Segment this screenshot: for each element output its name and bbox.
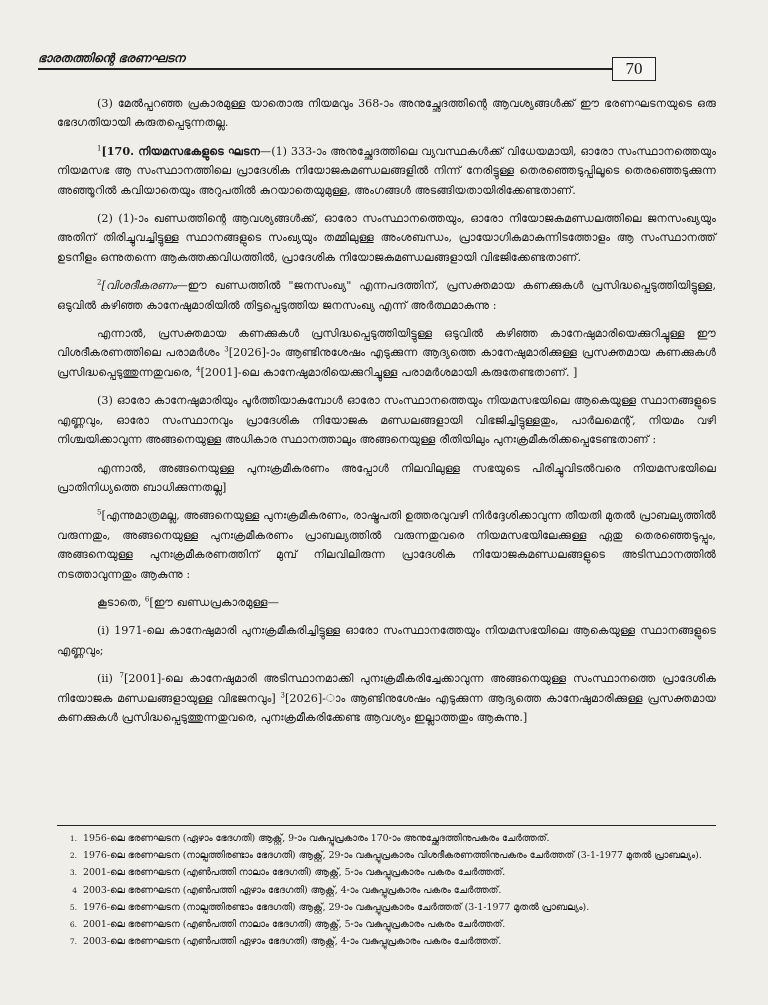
footnotes	[57, 825, 716, 950]
paragraph-clause-3-census: (3) ഓരോ കാനേഷുമാരിയും പൂർത്തിയാകുമ്പോൾ ഓരോ സംസ്ഥാനത്തെയും നിയമസഭയിലെ ആകെയുള്ള സ്ഥാനങ്ങളുടെ എണ്ണവും, ഓരോ സംസ്ഥാനവും പ്രാദേശിക നിയോജക മണ്ഡലങ്ങളായി വിഭജിച്ചിട്ടുള്ളതും, പാർലമെന്റ്, നിയമം വഴി നിശ്ചയിക്കാവുന്ന അങ്ങനെയുള്ള അധികാര സ്ഥാനത്താലും അങ്ങനെയുള്ള രീതിയിലും പുനഃക്രമീകരിക്കപ്പെടേണ്ടതാണ് :	[57, 394, 716, 447]
article-text: —(1) 333-ാം അനുച്ഛേദത്തിലെ വ്യവസ്ഥകൾക്ക് വിധേയമായി, ഓരോ സംസ്ഥാനത്തെയും നിയമസഭ ആ സംസ്ഥാനത്തിലെ പ്രാദേശിക നിയോജകമണ്ഡലങ്ങളിൽ നിന്ന് നേരിട്ടുള്ള തെരഞ്ഞെടുപ്പിലൂടെ തെരഞ്ഞെടുക്കുന്ന അഞ്ഞൂറിൽ കവിയാതെയും അറുപതിൽ കുറയാതെയുമുള്ള, അംഗങ്ങൾ അടങ്ങിയതായിരിക്കേണ്ടതാണ്.	[57, 144, 717, 197]
footnote	[57, 933, 716, 950]
list-item-i: (i) 1971-ലെ കാനേഷുമാരി പുനഃക്രമീകരിച്ചിട്ടുള്ള ഓരോ സംസ്ഥാനത്തേയും നിയമസഭയിലെ ആകെയുള്ള സ്ഥാനങ്ങളുടെ എണ്ണവും;	[57, 624, 716, 657]
paragraph-also	[57, 593, 716, 612]
footnote-ref: 3	[224, 345, 229, 354]
list-item-ii	[57, 669, 716, 727]
paragraph-clause-3: (3) മേൽപ്പറഞ്ഞ പ്രകാരമുള്ള യാതൊരു നിയമവും 368-ാം അനുച്ഛേദത്തിന്റെ ആവശ്യങ്ങൾക്ക് ഈ ഭരണഘടനയുടെ ഒരു ഭേദഗതിയായി കരുതപ്പെടുന്നതല്ല.	[57, 97, 716, 130]
paragraph-clause-2: (2) (1)-ാം ഖണ്ഡത്തിന്റെ ആവശ്യങ്ങൾക്ക്, ഓരോ സംസ്ഥാനത്തെയും, ഓരോ നിയോജകമണ്ഡലത്തിലെ ജനസംഖ്യയും അതിന് തിരിച്ചുവച്ചിട്ടുള്ള സ്ഥാനങ്ങളുടെ സംഖ്യയും തമ്മിലുള്ള അംശബന്ധം, പ്രായോഗികമാകുന്നിടത്തോളം ആ സംസ്ഥാനത്ത് ഉടനീളം ഒന്നുതന്നെ ആകത്തക്കവിധത്തിൽ, പ്രാദേശിക നിയോജകമണ്ഡലങ്ങളായി വിഭജിക്കേണ്ടതാണ്.	[57, 212, 716, 264]
paragraph-proviso-2: എന്നാൽ, അങ്ങനെയുള്ള പുനഃക്രമീകരണം അപ്പോൾ നിലവിലുള്ള സഭയുടെ പിരിച്ചുവിടൽവരെ നിയമസഭയിലെ പ്രാതിനിധ്യത്തെ ബാധിക്കുന്നതല്ല]	[57, 461, 716, 494]
explanation-text: —ഈ ഖണ്ഡത്തിൽ "ജനസംഖ്യ" എന്നപദത്തിന്, പ്രസക്തമായ കണക്കുകൾ പ്രസിദ്ധപ്പെടുത്തിയിട്ടുള്ള, ഒടുവിൽ കഴിഞ്ഞ കാനേഷുമാരിയിൽ തിട്ടപ്പെടുത്തിയ ജനസംഖ്യ എന്ന് അർത്ഥമാകുന്നു :	[57, 279, 716, 312]
article-heading: [170. നിയമസഭകളുടെ ഘടന	[101, 143, 261, 158]
proviso-text-b: [2026]-ാം ആണ്ടിനുശേഷം എടുക്കുന്ന ആദ്യത്തെ കാനേഷുമാരിക്കുള്ള പ്രസക്തമായ കണക്കുകൾ പ്രസിദ്ധപ്പെടുത്തുന്നതുവരെ,	[57, 346, 716, 379]
footnote-number: 7.	[69, 937, 77, 947]
footnote-ref: 7	[119, 671, 124, 680]
footnote-text: 2001-ലെ ഭരണഘടന (എൺപത്തി നാലാം ഭേദഗതി) ആക്റ്റ്, 5-ാം വകുപ്പുപ്രകാരം പകരം ചേർത്തത്.	[83, 919, 506, 931]
paragraph-proviso	[57, 324, 716, 382]
footnote-text: 2001-ലെ ഭരണഘടന (എൺപത്തി നാലാം ഭേദഗതി) ആക്റ്റ്, 5-ാം വകുപ്പുപ്രകാരം പകരം ചേർത്തത്.	[83, 867, 506, 879]
also-text-a: കൂടാതെ,	[97, 595, 145, 609]
footnote-text: 1956-ലെ ഭരണഘടന (ഏഴാം ഭേദഗതി) ആക്റ്റ്, 9-ാം വകുപ്പുപ്രകാരം 170-ാം അനുച്ഛേദത്തിനുപകരം ചേർത്തത്.	[83, 833, 550, 844]
footnote-ref: 4	[196, 365, 201, 374]
footnote-number: 3.	[69, 868, 77, 878]
item-ii-text-c: [2026]-ാം ആണ്ടിനുശേഷം എടുക്കുന്ന ആദ്യത്തെ കാനേഷുമാരിക്കുള്ള പ്രസക്തമായ കണക്കുകൾ പ്രസിദ്ധപ്പെടുത്തുന്നതുവരെ, പുനഃക്രമീകരിക്കേണ്ട ആവശ്യം ഇല്ലാത്തതും ആകുന്നു.]	[57, 691, 716, 724]
footnote	[57, 882, 716, 899]
footnote-ref: 3	[280, 690, 285, 699]
paragraph-further-proviso	[57, 506, 716, 584]
footnote	[57, 899, 716, 916]
footnote-number: 1.	[69, 834, 77, 843]
footnote-ref: 6	[144, 595, 150, 604]
footnote-number: 5.	[69, 902, 77, 912]
footnote	[57, 830, 716, 847]
paragraph-explanation	[57, 276, 716, 315]
page-number: 70	[612, 57, 656, 81]
footnote	[57, 864, 716, 881]
explanation-lead: [വിശദീകരണം	[101, 279, 177, 293]
footnote-text: 2003-ലെ ഭരണഘടന (എൺപത്തി ഏഴാം ഭേദഗതി) ആക്റ്റ്, 4-ാം വകുപ്പുപ്രകാരം പകരം ചേർത്തത്.	[83, 936, 502, 948]
also-text-b: [ഈ ഖണ്ഡപ്രകാരമുള്ള—	[149, 595, 279, 609]
further-proviso-text: [എന്നുമാത്രമല്ല, അങ്ങനെയുള്ള പുനഃക്രമീകരണം, രാഷ്ട്രപതി ഉത്തരവുവഴി നിർദ്ദേശിക്കാവുന്ന തീയതി മുതൽ പ്രാബല്യത്തിൽ വരുന്നതും, അങ്ങനെയുള്ള പുനഃക്രമീകരണം പ്രാബല്യത്തിൽ വരുന്നതുവരെ നിയമസഭയിലേക്കുള്ള ഏതു തെരഞ്ഞെടുപ്പും, അങ്ങനെയുള്ള പുനഃക്രമീകരണത്തിന് മുമ്പ് നിലവിലിരുന്ന പ്രാദേശിക നിയോജകമണ്ഡലങ്ങളുടെ അടിസ്ഥാനത്തിൽ നടത്താവുന്നതും ആകുന്നു :	[57, 509, 716, 581]
body-text	[57, 94, 716, 736]
proviso-text-a: എന്നാൽ, പ്രസക്തമായ കണക്കുകൾ പ്രസിദ്ധപ്പെടുത്തിയിട്ടുള്ള ഒടുവിൽ കഴിഞ്ഞ കാനേഷുമാരിയെക്കുറിച്ചുള്ള ഈ വിശദീകരണത്തിലെ പരാമർശം	[57, 327, 716, 360]
footnote-ref: 1	[97, 144, 102, 153]
running-title: ഭാരതത്തിന്റെ ഭരണഘടന	[38, 51, 185, 65]
footnote-number: 4	[72, 885, 77, 895]
footnote	[57, 847, 716, 864]
item-ii-text-b: [2001]-ലെ കാനേഷുമാരി അടിസ്ഥാനമാക്കി പുനഃക്രമീകരിച്ചേക്കാവുന്ന അങ്ങനെയുള്ള സംസ്ഥാനത്തെ പ്രാദേശിക നിയോജക മണ്ഡലങ്ങളായുള്ള വിഭജനവും]	[57, 672, 716, 705]
footnote-ref: 2	[97, 278, 102, 287]
footnote-text: 2003-ലെ ഭരണഘടന (എൺപത്തി ഏഴാം ഭേദഗതി) ആക്റ്റ്, 4-ാം വകുപ്പുപ്രകാരം പകരം ചേർത്തത്.	[83, 884, 502, 896]
footnote-ref: 5	[97, 508, 102, 517]
footnote-text: 1976-ലെ ഭരണഘടന (നാല്പത്തിരണ്ടാം ഭേദഗതി) ആക്റ്റ്, 29-ാം വകുപ്പുപ്രകാരം ചേർത്തത് (3-1-1977 മുതൽ പ്രാബല്യം).	[83, 901, 590, 913]
footnote-number: 6.	[69, 920, 77, 930]
footnote-text: 1976-ലെ ഭരണഘടന (നാല്പത്തിരണ്ടാം ഭേദഗതി) ആക്റ്റ്, 29-ാം വകുപ്പുപ്രകാരം വിശദീകരണത്തിനുപകരം ചേർത്തത് (3-1-1977 മുതൽ പ്രാബല്യം).	[83, 850, 702, 862]
item-ii-text-a: (ii)	[97, 672, 120, 686]
footnote	[57, 916, 716, 933]
proviso-text-c: [2001]-ലെ കാനേഷുമാരിയെക്കുറിച്ചുള്ള പരാമർശമായി കരുതേണ്ടതാണ്. ]	[200, 365, 578, 379]
page-header	[38, 51, 656, 70]
paragraph-article-170	[57, 142, 716, 200]
footnote-number: 2.	[69, 851, 77, 861]
